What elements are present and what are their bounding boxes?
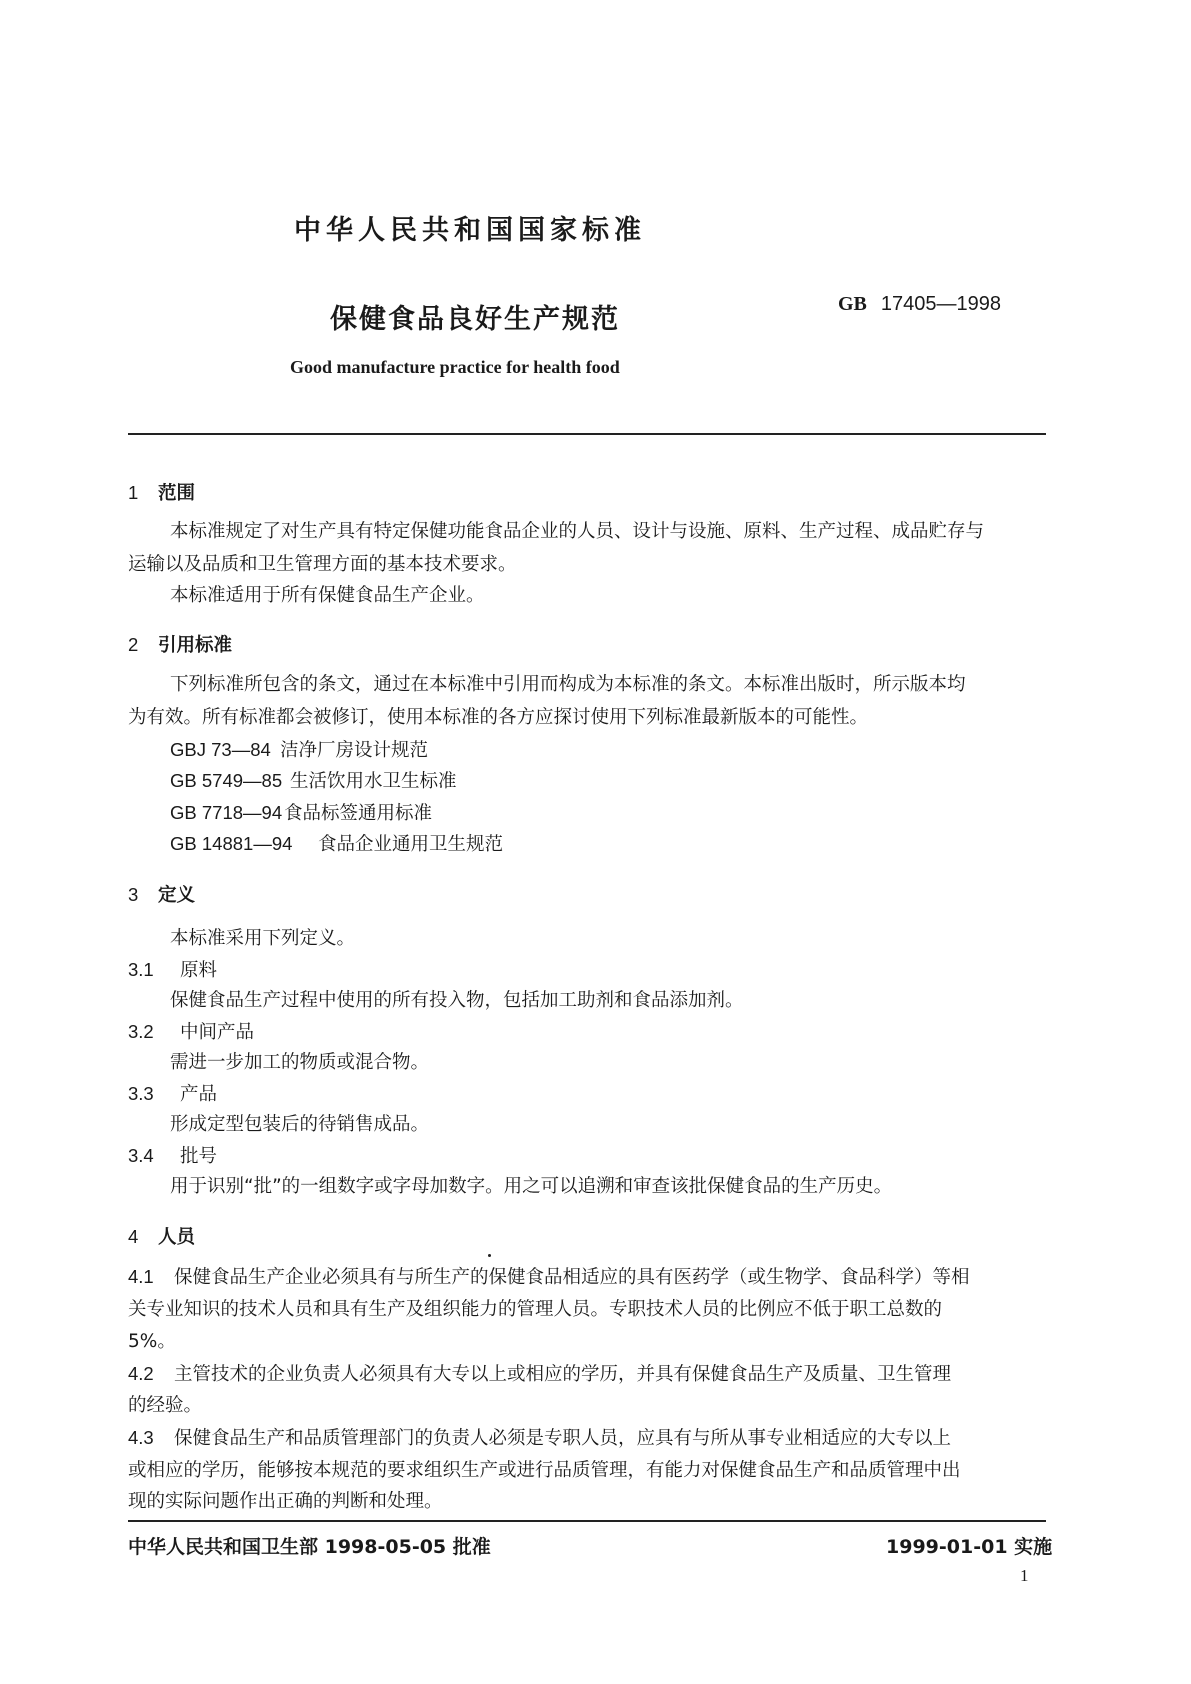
reference-standard bbox=[170, 834, 503, 855]
section-number: 3 bbox=[128, 884, 139, 905]
section-title: 范围 bbox=[158, 483, 196, 504]
definition-text: 保健食品生产过程中使用的所有投入物，包括加工助剂和食品添加剂。 bbox=[170, 990, 744, 1011]
reference-code: GB 5749—85 bbox=[170, 770, 283, 791]
clause-line bbox=[128, 1364, 951, 1385]
standard-code-number: 17405—1998 bbox=[880, 293, 1002, 315]
section-3-intro: 本标准采用下列定义。 bbox=[170, 928, 356, 949]
section-title: 引用标准 bbox=[158, 635, 233, 656]
section-1-heading bbox=[128, 479, 195, 505]
section-title: 定义 bbox=[158, 885, 196, 906]
clause-line: 或相应的学历，能够按本规范的要求组织生产或进行品质管理，有能力对保健食品生产和品质管理中出 bbox=[128, 1460, 961, 1481]
definition-heading bbox=[128, 1022, 254, 1043]
national-standard-label: 中华人民共和国国家标准 bbox=[294, 215, 646, 246]
clause-line: 关专业知识的技术人员和具有生产及组织能力的管理人员。专职技术人员的比例应不低于职工总数的 bbox=[128, 1299, 943, 1320]
definition-number: 3.2 bbox=[128, 1021, 154, 1042]
section-2-paragraph-line: 为有效。所有标准都会被修订，使用本标准的各方应探讨使用下列标准最新版本的可能性。 bbox=[128, 707, 869, 728]
reference-name: 洁净厂房设计规范 bbox=[280, 740, 429, 761]
reference-name: 生活饮用水卫生标准 bbox=[290, 771, 457, 792]
reference-code: GB 14881—94 bbox=[170, 833, 293, 854]
header-divider bbox=[128, 433, 1046, 435]
section-4-heading bbox=[128, 1223, 195, 1249]
definition-text: 形成定型包装后的待销售成品。 bbox=[170, 1114, 430, 1135]
definition-number: 3.3 bbox=[128, 1083, 154, 1104]
page-number: 1 bbox=[1020, 1566, 1029, 1585]
definition-number: 3.1 bbox=[128, 959, 154, 980]
clause-number: 4.3 bbox=[128, 1427, 154, 1448]
stray-mark bbox=[488, 1254, 491, 1257]
reference-standard bbox=[170, 740, 428, 761]
document-title: 保健食品良好生产规范 bbox=[330, 304, 620, 335]
clause-line: 现的实际问题作出正确的判断和处理。 bbox=[128, 1491, 443, 1512]
standard-code bbox=[838, 293, 1001, 316]
standard-code-prefix: GB bbox=[838, 293, 867, 315]
definition-text: 需进一步加工的物质或混合物。 bbox=[170, 1052, 430, 1073]
definition-term: 批号 bbox=[180, 1146, 218, 1167]
approval-line: 中华人民共和国卫生部 1998-05-05 批准 bbox=[128, 1536, 491, 1558]
reference-name: 食品标签通用标准 bbox=[284, 803, 433, 824]
section-number: 1 bbox=[128, 482, 139, 503]
definition-term: 原料 bbox=[180, 960, 218, 981]
clause-number: 4.1 bbox=[128, 1266, 154, 1287]
definition-text: 用于识别“批”的一组数字或字母加数字。用之可以追溯和审查该批保健食品的生产历史。 bbox=[170, 1176, 893, 1197]
reference-code: GBJ 73—84 bbox=[170, 739, 271, 760]
clause-text: 保健食品生产和品质管理部门的负责人必须是专职人员，应具有与所从事专业相适应的大专以上 bbox=[174, 1428, 952, 1449]
reference-standard bbox=[170, 771, 457, 792]
section-title: 人员 bbox=[158, 1227, 196, 1248]
section-1-paragraph: 本标准适用于所有保健食品生产企业。 bbox=[170, 585, 485, 606]
section-1-paragraph-line: 本标准规定了对生产具有特定保健功能食品企业的人员、设计与设施、原料、生产过程、成品贮存与 bbox=[170, 521, 985, 542]
definition-number: 3.4 bbox=[128, 1145, 154, 1166]
definition-heading bbox=[128, 1084, 217, 1105]
clause-text: 保健食品生产企业必须具有与所生产的保健食品相适应的具有医药学（或生物学、食品科学）等相 bbox=[174, 1267, 970, 1288]
section-number: 2 bbox=[128, 634, 139, 655]
clause-line bbox=[128, 1428, 951, 1449]
clause-line: 5%。 bbox=[128, 1331, 176, 1352]
clause-line: 的经验。 bbox=[128, 1395, 203, 1416]
section-number: 4 bbox=[128, 1226, 139, 1247]
footer-divider bbox=[128, 1520, 1046, 1522]
clause-line bbox=[128, 1267, 970, 1288]
reference-name: 食品企业通用卫生规范 bbox=[318, 834, 504, 855]
section-2-paragraph-line: 下列标准所包含的条文，通过在本标准中引用而构成为本标准的条文。本标准出版时，所示版本均 bbox=[170, 674, 966, 695]
clause-number: 4.2 bbox=[128, 1363, 154, 1384]
reference-code: GB 7718—94 bbox=[170, 802, 283, 823]
definition-heading bbox=[128, 1146, 217, 1167]
english-title: Good manufacture practice for health food bbox=[290, 357, 620, 377]
reference-standard bbox=[170, 803, 432, 824]
definition-term: 中间产品 bbox=[180, 1022, 255, 1043]
section-3-heading bbox=[128, 881, 195, 907]
section-1-paragraph-line: 运输以及品质和卫生管理方面的基本技术要求。 bbox=[128, 554, 517, 575]
definition-heading bbox=[128, 960, 217, 981]
definition-term: 产品 bbox=[180, 1084, 218, 1105]
section-2-heading bbox=[128, 631, 232, 657]
implementation-date: 1999-01-01 实施 bbox=[886, 1536, 1053, 1558]
clause-text: 主管技术的企业负责人必须具有大专以上或相应的学历，并具有保健食品生产及质量、卫生管理 bbox=[174, 1364, 952, 1385]
